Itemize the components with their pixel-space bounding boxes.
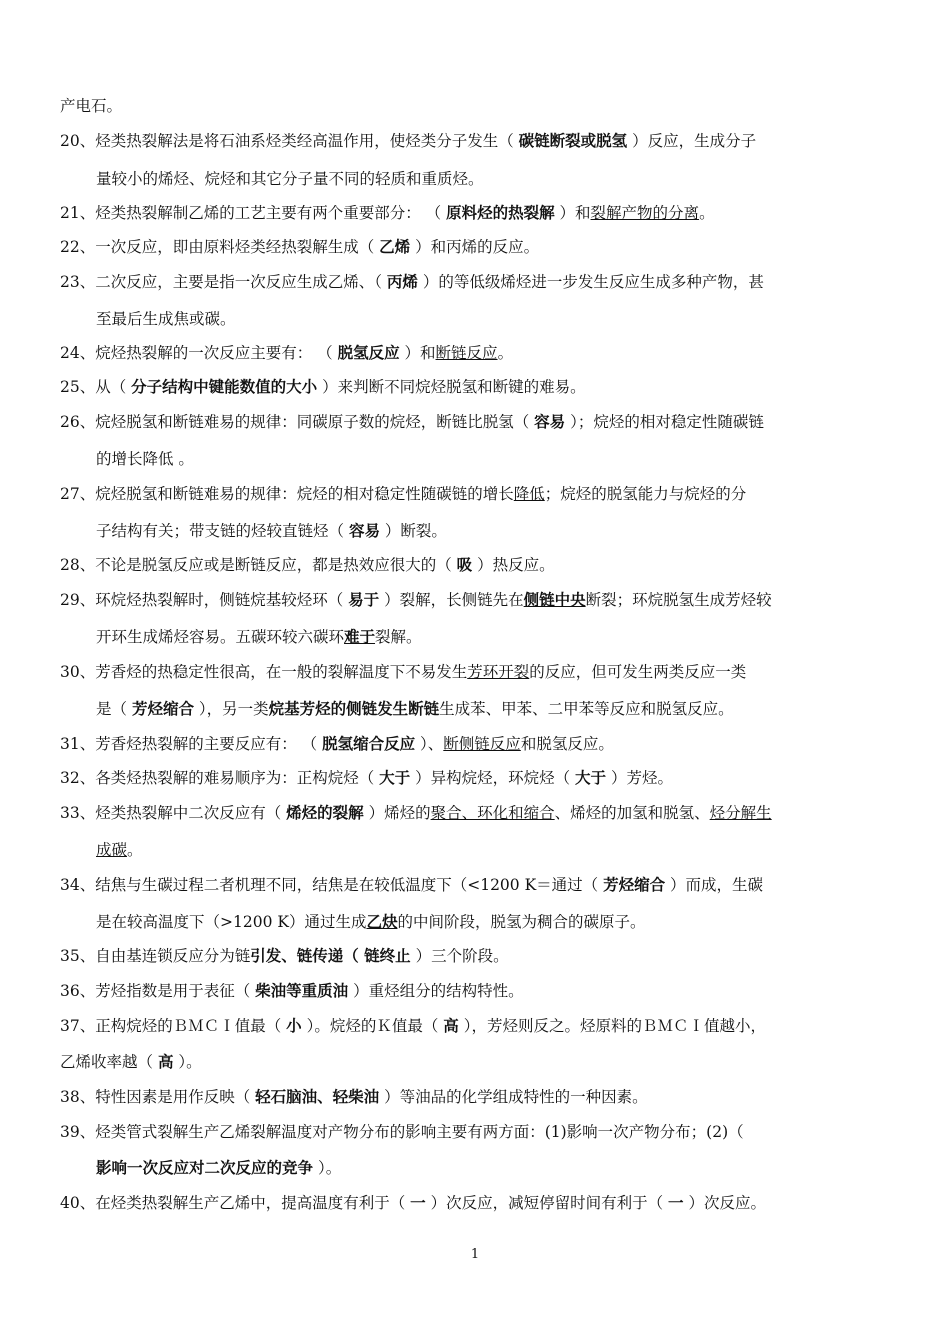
- text-line: [60, 946, 509, 966]
- text-line: [60, 662, 746, 682]
- body-text: 和脱氢反应。: [520, 735, 614, 753]
- body-text: 开环生成烯烃容易。五碳环较六碳环: [96, 628, 345, 646]
- body-text: ）和: [399, 344, 436, 362]
- body-text: ）裂解，长侧链先在: [379, 591, 524, 609]
- body-text: ）的等低级烯烃进一步发生反应生成多种产物，甚: [417, 273, 764, 291]
- body-text: 的反应，但可发生两类反应一类: [529, 663, 747, 681]
- body-text: 。: [497, 344, 514, 362]
- text-line: [60, 237, 539, 257]
- body-text: 35、自由基连锁反应分为链: [60, 947, 251, 965]
- body-text: ）芳烃。: [606, 769, 673, 787]
- text-line: [60, 343, 513, 363]
- body-text: 是在较高温度下（>1200 K）通过生成: [96, 913, 367, 931]
- body-text: ）断裂。: [379, 522, 447, 540]
- answer-text: 丙烯: [386, 273, 418, 291]
- emphasized-text: 成碳: [96, 841, 128, 859]
- text-line: [60, 96, 122, 116]
- answer-text: 烷基芳烃的侧链发生断链: [268, 700, 440, 718]
- answer-text: 容易: [534, 413, 566, 431]
- emphasized-text: 芳环开裂: [467, 663, 530, 681]
- text-line-continuation: [96, 449, 194, 469]
- answer-text: 吸: [456, 556, 473, 574]
- answer-text: 柴油等重质油: [255, 982, 349, 1000]
- text-line: [60, 590, 772, 610]
- body-text: 的中间阶段，脱氢为稠合的碳原子。: [397, 913, 646, 931]
- body-text: ）热反应。: [472, 556, 555, 574]
- body-text: 生成苯、甲苯、二甲苯等反应和脱氢反应。: [439, 700, 734, 718]
- answer-text: 小: [286, 1017, 302, 1035]
- body-text: 、烯烃的加氢和脱氢、: [554, 804, 710, 822]
- body-text: 34、结焦与生碳过程二者机理不同，结焦是在较低温度下（<1200 K＝通过（: [60, 876, 604, 894]
- answer-text: 大于: [575, 769, 607, 787]
- emphasized-text: 聚合、环化和缩合: [430, 804, 555, 822]
- body-text: 28、不论是脱氢反应或是断链反应，都是热效应很大的（: [60, 556, 457, 574]
- text-line: [60, 981, 524, 1001]
- body-text: 26、烷烃脱氢和断链难易的规律：同碳原子数的烷烃，断链比脱氢（: [60, 413, 535, 431]
- body-text: 32、各类烃热裂解的难易顺序为：正构烷烃（: [60, 769, 380, 787]
- text-line-continuation: [96, 309, 236, 329]
- answer-text: 分子结构中键能数值的大小: [131, 378, 318, 396]
- text-line: [60, 1016, 766, 1036]
- text-line-continuation: [96, 912, 645, 932]
- body-text: ；烷烃的脱氢能力与烷烃的分: [544, 485, 747, 503]
- body-text: 20、烃类热裂解法是将石油系烃类经高温作用，使烃类分子发生（: [60, 132, 519, 150]
- text-line: [60, 377, 586, 397]
- text-line-continuation: [96, 1158, 341, 1178]
- answer-text: 高: [157, 1053, 174, 1071]
- body-text: 33、烃类热裂解中二次反应有（: [60, 804, 287, 822]
- body-text: ）次反应。: [683, 1194, 766, 1212]
- body-text: ）；烷烃的相对稳定性随碳链: [565, 413, 764, 431]
- text-line: [60, 1193, 766, 1213]
- answer-text: 脱氢反应: [337, 344, 400, 362]
- answer-text: 一: [668, 1194, 684, 1212]
- answer-text: 烯烃的裂解: [286, 804, 364, 822]
- body-text: 的增长降低 。: [96, 450, 194, 468]
- body-text: ）反应，生成分子: [627, 132, 757, 150]
- answer-text: 乙烯: [379, 238, 411, 256]
- body-text: ）次反应，减短停留时间有利于（: [425, 1194, 669, 1212]
- emphasized-text: 侧链中央: [523, 591, 586, 609]
- text-line: [60, 203, 715, 223]
- answer-text: 脱氢缩合反应: [322, 735, 416, 753]
- answer-text: 芳烃缩合: [131, 700, 194, 718]
- answer-text: 容易: [348, 522, 380, 540]
- body-text: ）等油品的化学组成特性的一种因素。: [379, 1088, 648, 1106]
- body-text: ）。烷烃的Ｋ值最（: [301, 1017, 444, 1035]
- answer-text: 高: [443, 1017, 459, 1035]
- text-line-continuation: [96, 699, 734, 719]
- body-text: 。: [127, 841, 143, 859]
- body-text: ）、: [415, 735, 444, 753]
- body-text: ）重烃组分的结构特性。: [348, 982, 524, 1000]
- body-text: ）。: [313, 1159, 342, 1177]
- body-text: 40、在烃类热裂解生产乙烯中，提高温度有利于（: [60, 1194, 411, 1212]
- body-text: ）异构烷烃，环烷烃（: [410, 769, 576, 787]
- text-line: [60, 1052, 202, 1072]
- body-text: 30、芳香烃的热稳定性很高，在一般的裂解温度下不易发生: [60, 663, 468, 681]
- text-line: [60, 131, 756, 151]
- answer-text: 易于: [348, 591, 380, 609]
- text-line: [60, 803, 772, 823]
- body-text: 22、一次反应，即由原料烃类经热裂解生成（: [60, 238, 380, 256]
- answer-text: 碳链断裂或脱氢: [518, 132, 628, 150]
- emphasized-text: 乙炔: [366, 913, 398, 931]
- body-text: 。: [699, 204, 715, 222]
- answer-text: 大于: [379, 769, 411, 787]
- text-line: [60, 875, 763, 895]
- emphasized-text: 断链反应: [435, 344, 498, 362]
- body-text: 至最后生成焦或碳。: [96, 310, 236, 328]
- body-text: 36、芳烃指数是用于表征（: [60, 982, 256, 1000]
- text-line-continuation: [96, 840, 143, 860]
- body-text: 量较小的烯烃、烷烃和其它分子量不同的轻质和重质烃。: [96, 170, 484, 188]
- body-text: ）和: [554, 204, 591, 222]
- text-line-continuation: [96, 169, 484, 189]
- answer-text: 引发、链传递（ 链终止: [250, 947, 411, 965]
- answer-text: 原料烃的热裂解: [446, 204, 555, 222]
- body-text: ）来判断不同烷烃脱氢和断键的难易。: [317, 378, 586, 396]
- body-text: 24、烷烃热裂解的一次反应主要有： （: [60, 344, 338, 362]
- body-text: 39、烃类管式裂解生产乙烯裂解温度对产物分布的影响主要有两方面：(1)影响一次产物分布；(2)（: [60, 1123, 744, 1141]
- body-text: 是（: [96, 700, 132, 718]
- text-line: [60, 412, 764, 432]
- answer-text: 芳烃缩合: [603, 876, 666, 894]
- answer-text: 影响一次反应对二次反应的竞争: [96, 1159, 314, 1177]
- body-text: 乙烯收率越（: [60, 1053, 158, 1071]
- text-line: [60, 1087, 648, 1107]
- text-line: [60, 484, 746, 504]
- page-number: 1: [470, 1247, 480, 1262]
- body-text: ）三个阶段。: [410, 947, 509, 965]
- body-text: 23、二次反应，主要是指一次反应生成乙烯、（: [60, 273, 387, 291]
- body-text: 27、烷烃脱氢和断链难易的规律：烷烃的相对稳定性随碳链的增长: [60, 485, 514, 503]
- emphasized-text: 断侧链反应: [443, 735, 521, 753]
- text-line: [60, 1122, 744, 1142]
- emphasized-text: 烃分解生: [709, 804, 772, 822]
- body-text: ）烯烃的: [363, 804, 431, 822]
- body-text: 产电石。: [60, 97, 123, 115]
- body-text: 断裂；环烷脱氢生成芳烃较: [585, 591, 772, 609]
- emphasized-text: 裂解产物的分离: [590, 204, 700, 222]
- body-text: ），芳烃则反之。烃原料的ＢＭＣＩ值越小，: [458, 1017, 766, 1035]
- emphasized-text: 难于: [344, 628, 376, 646]
- body-text: ）而成，生碳: [665, 876, 764, 894]
- body-text: 25、从（: [60, 378, 132, 396]
- text-line-continuation: [96, 521, 447, 541]
- body-text: ），另一类: [193, 700, 269, 718]
- answer-text: 轻石脑油、轻柴油: [255, 1088, 380, 1106]
- text-line: [60, 272, 764, 292]
- emphasized-text: 降低: [513, 485, 545, 503]
- body-text: ）。: [173, 1053, 202, 1071]
- body-text: 21、烃类热裂解制乙烯的工艺主要有两个重要部分： （: [60, 204, 447, 222]
- text-line: [60, 768, 673, 788]
- text-line: [60, 734, 614, 754]
- body-text: 裂解。: [375, 628, 422, 646]
- text-line-continuation: [96, 627, 422, 647]
- answer-text: 一: [410, 1194, 426, 1212]
- body-text: 子结构有关；带支链的烃较直链烃（: [96, 522, 349, 540]
- body-text: 29、环烷烃热裂解时，侧链烷基较烃环（: [60, 591, 349, 609]
- body-text: ）和丙烯的反应。: [410, 238, 540, 256]
- body-text: 37、正构烷烃的ＢＭＣＩ值最（: [60, 1017, 287, 1035]
- body-text: 31、芳香烃热裂解的主要反应有： （: [60, 735, 323, 753]
- text-line: [60, 555, 555, 575]
- body-text: 38、特性因素是用作反映（: [60, 1088, 256, 1106]
